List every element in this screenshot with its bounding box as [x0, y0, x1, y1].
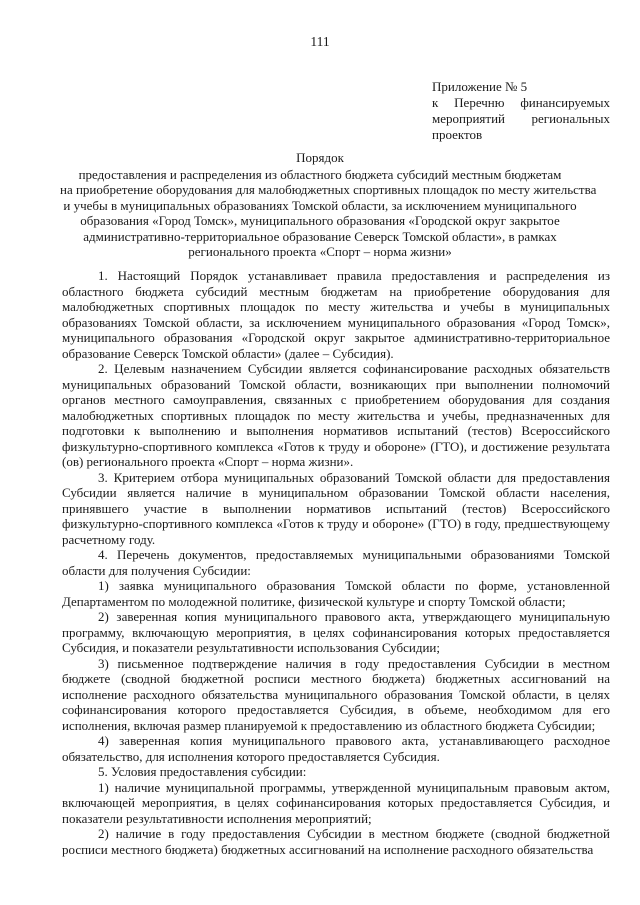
paragraph-4-item-3: 3) письменное подтверждение наличия в году предоставления Субсидии в местном бюджете (сводной бюджетной росписи местного бюджета) бюджетных ассигнований на исполнение расходного обязательства муниципального образования Томской области, в целях софинансирования которого предоставляется Субсидия, в объеме, необходимом для его исполнения, включая размер планируемой к предоставлению из областного бюджета Субсидии; [62, 655, 610, 733]
title-line: на приобретение оборудования для малобюджетных спортивных площадок по месту жительства [60, 182, 597, 197]
appendix-block [432, 79, 610, 143]
paragraph-4-item-4: 4) заверенная копия муниципального правового акта, устанавливающего расходное обязательство, для исполнения которого предоставляется Субсидия. [62, 733, 610, 764]
appendix-line: Приложение № 5 [432, 79, 528, 94]
paragraph-3: 3. Критерием отбора муниципальных образований Томской области для предоставления Субсидии является наличие в муниципальном образовании Томской области населения, принявшего участие в выполнении нормативов испытаний (тестов) Всероссийского физкультурно-спортивного комплекса «Готов к труду и обороне» (ГТО) в году, предшествующему расчетному году. [62, 469, 610, 547]
paragraph-4: 4. Перечень документов, предоставляемых муниципальными образованиями Томской области для получения Субсидии: [62, 547, 610, 578]
page-number: 111 [310, 34, 330, 49]
title-line: и учебы в муниципальных образованиях Томской области, за исключением муниципального [63, 197, 577, 213]
title-line: административно-территориальное образование Северск Томской области», в рамках [83, 228, 557, 244]
paragraph-5-item-2: 2) наличие в году предоставления Субсидии в местном бюджете (сводной бюджетной росписи местного бюджета) бюджетных ассигнований на исполнение расходного обязательства [62, 826, 610, 857]
title-line: регионального проекта «Спорт – норма жизни» [188, 244, 452, 259]
document-title [60, 150, 597, 260]
title-heading: Порядок [296, 150, 344, 165]
paragraph-5: 5. Условия предоставления субсидии: [98, 764, 307, 779]
appendix-line: мероприятий региональных [432, 111, 610, 126]
title-line: образования «Город Томск», муниципального образования «Городской округ закрытое [80, 213, 560, 228]
paragraph-1: 1. Настоящий Порядок устанавливает правила предоставления и распределения из областного бюджета субсидий местным бюджетам на приобретение оборудования для малобюджетных спортивных площадок по месту жительства и учебы в муниципальных образованиях Томской области, за исключением муниципального образования «Город Томск», муниципального образования «Городской округ закрытое административно-территориальное образование Северск Томской области» (далее – Субсидия). [62, 268, 610, 361]
document-body [62, 268, 610, 857]
paragraph-2: 2. Целевым назначением Субсидии является софинансирование расходных обязательств муниципальных образований Томской области, возникающих при выполнении полномочий органов местного самоуправления, связанных с приобретением оборудования для создания малобюджетных спортивных площадок по месту жительства и учебы, предназначенных для подготовки к выполнению и выполнения нормативов испытаний (тестов) Всероссийского физкультурно-спортивного комплекса «Готов к труду и обороне» (ГТО), и достижение результата (ов) регионального проекта «Спорт – норма жизни». [62, 361, 610, 469]
title-line: предоставления и распределения из областного бюджета субсидий местным бюджетам [78, 166, 562, 182]
paragraph-4-item-1: 1) заявка муниципального образования Томской области по форме, установленной Департаментом по молодежной политике, физической культуре и спорту Томской области; [62, 578, 610, 609]
paragraph-5-item-1: 1) наличие муниципальной программы, утвержденной муниципальным правовым актом, включающей мероприятия, в целях софинансирования которых предоставляется Субсидия, и показатели результативности исполнения мероприятий; [62, 779, 610, 826]
paragraph-4-item-2: 2) заверенная копия муниципального правового акта, утверждающего муниципальную программу, включающую мероприятия, в целях софинансирования которых предоставляется Субсидия, и показатели результативности использования Субсидии; [62, 609, 610, 655]
appendix-line: к Перечню финансируемых [432, 95, 610, 110]
appendix-line: проектов [432, 127, 483, 142]
